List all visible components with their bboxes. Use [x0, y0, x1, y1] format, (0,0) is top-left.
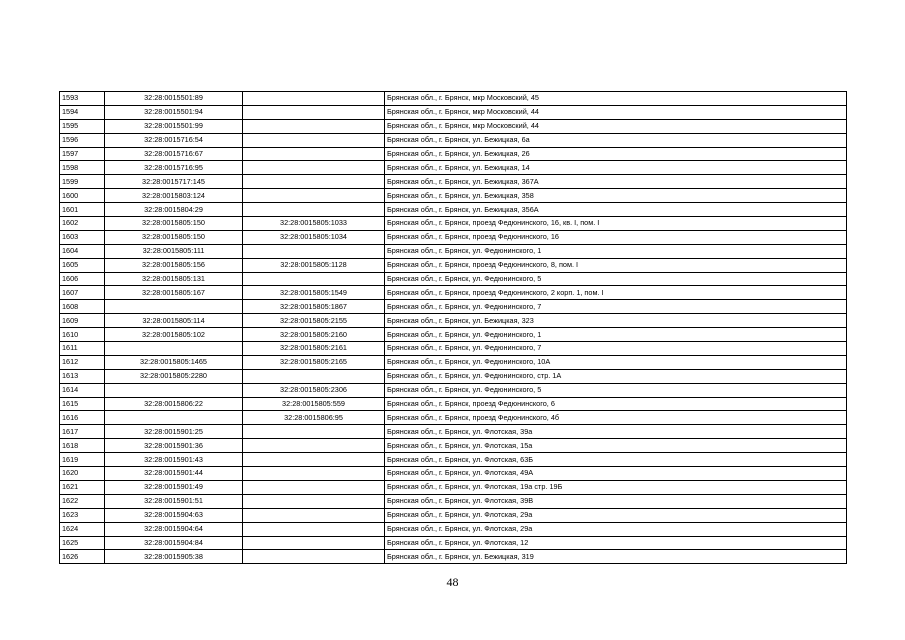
table-row [60, 328, 847, 342]
address-cell: Брянская обл., г. Брянск, проезд Федюнинского, 6 [385, 397, 847, 411]
address-cell: Брянская обл., г. Брянск, ул. Флотская, 19а стр. 19Б [385, 480, 847, 494]
table-row [60, 439, 847, 453]
table-row [60, 397, 847, 411]
row-number-cell: 1623 [60, 508, 105, 522]
table-row [60, 230, 847, 244]
table-row [60, 314, 847, 328]
row-number-cell: 1597 [60, 147, 105, 161]
land-cadastral-number-cell: 32:28:0015805:114 [105, 314, 243, 328]
object-cadastral-number-cell [243, 244, 385, 258]
address-cell: Брянская обл., г. Брянск, ул. Флотская, 49А [385, 467, 847, 481]
land-cadastral-number-cell: 32:28:0015904:64 [105, 522, 243, 536]
row-number-cell: 1620 [60, 467, 105, 481]
table-row [60, 522, 847, 536]
address-cell: Брянская обл., г. Брянск, проезд Федюнинского, 16, кв. I, пом. I [385, 217, 847, 231]
table-row [60, 369, 847, 383]
address-cell: Брянская обл., г. Брянск, мкр Московский, 45 [385, 92, 847, 106]
address-cell: Брянская обл., г. Брянск, ул. Федюнинского, 10А [385, 355, 847, 369]
land-cadastral-number-cell: 32:28:0015901:43 [105, 453, 243, 467]
land-cadastral-number-cell [105, 383, 243, 397]
row-number-cell: 1595 [60, 119, 105, 133]
land-cadastral-number-cell [105, 342, 243, 356]
object-cadastral-number-cell [243, 189, 385, 203]
object-cadastral-number-cell [243, 508, 385, 522]
row-number-cell: 1626 [60, 550, 105, 564]
object-cadastral-number-cell [243, 147, 385, 161]
object-cadastral-number-cell [243, 105, 385, 119]
row-number-cell: 1603 [60, 230, 105, 244]
land-cadastral-number-cell [105, 411, 243, 425]
row-number-cell: 1594 [60, 105, 105, 119]
address-cell: Брянская обл., г. Брянск, ул. Бежицкая, 319 [385, 550, 847, 564]
land-cadastral-number-cell: 32:28:0015805:102 [105, 328, 243, 342]
table-row [60, 217, 847, 231]
address-cell: Брянская обл., г. Брянск, ул. Флотская, 39а [385, 425, 847, 439]
object-cadastral-number-cell: 32:28:0015805:559 [243, 397, 385, 411]
land-cadastral-number-cell: 32:28:0015805:167 [105, 286, 243, 300]
land-cadastral-number-cell: 32:28:0015904:84 [105, 536, 243, 550]
land-cadastral-number-cell: 32:28:0015805:2280 [105, 369, 243, 383]
row-number-cell: 1616 [60, 411, 105, 425]
row-number-cell: 1625 [60, 536, 105, 550]
registry-table-body [60, 92, 847, 564]
land-cadastral-number-cell: 32:28:0015905:38 [105, 550, 243, 564]
land-cadastral-number-cell: 32:28:0015805:1465 [105, 355, 243, 369]
object-cadastral-number-cell: 32:28:0015805:2161 [243, 342, 385, 356]
row-number-cell: 1610 [60, 328, 105, 342]
land-cadastral-number-cell: 32:28:0015805:111 [105, 244, 243, 258]
object-cadastral-number-cell [243, 522, 385, 536]
land-cadastral-number-cell: 32:28:0015805:131 [105, 272, 243, 286]
address-cell: Брянская обл., г. Брянск, мкр Московский, 44 [385, 119, 847, 133]
land-cadastral-number-cell: 32:28:0015804:29 [105, 203, 243, 217]
object-cadastral-number-cell: 32:28:0015805:2165 [243, 355, 385, 369]
table-row [60, 133, 847, 147]
row-number-cell: 1606 [60, 272, 105, 286]
land-cadastral-number-cell: 32:28:0015716:95 [105, 161, 243, 175]
page-number: 48 [446, 575, 459, 589]
address-cell: Брянская обл., г. Брянск, ул. Федюнинского, 7 [385, 300, 847, 314]
row-number-cell: 1622 [60, 494, 105, 508]
land-cadastral-number-cell: 32:28:0015904:63 [105, 508, 243, 522]
object-cadastral-number-cell [243, 467, 385, 481]
table-row [60, 467, 847, 481]
object-cadastral-number-cell [243, 272, 385, 286]
table-row [60, 175, 847, 189]
land-cadastral-number-cell: 32:28:0015803:124 [105, 189, 243, 203]
address-cell: Брянская обл., г. Брянск, ул. Флотская, 12 [385, 536, 847, 550]
row-number-cell: 1612 [60, 355, 105, 369]
table-row [60, 203, 847, 217]
object-cadastral-number-cell [243, 439, 385, 453]
object-cadastral-number-cell: 32:28:0015805:1128 [243, 258, 385, 272]
object-cadastral-number-cell [243, 369, 385, 383]
address-cell: Брянская обл., г. Брянск, проезд Федюнинского, 16 [385, 230, 847, 244]
row-number-cell: 1617 [60, 425, 105, 439]
row-number-cell: 1624 [60, 522, 105, 536]
row-number-cell: 1611 [60, 342, 105, 356]
address-cell: Брянская обл., г. Брянск, ул. Флотская, 39В [385, 494, 847, 508]
object-cadastral-number-cell: 32:28:0015805:2155 [243, 314, 385, 328]
address-cell: Брянская обл., г. Брянск, проезд Федюнинского, 4б [385, 411, 847, 425]
object-cadastral-number-cell: 32:28:0015805:1867 [243, 300, 385, 314]
land-cadastral-number-cell: 32:28:0015901:51 [105, 494, 243, 508]
object-cadastral-number-cell: 32:28:0015806:95 [243, 411, 385, 425]
row-number-cell: 1608 [60, 300, 105, 314]
address-cell: Брянская обл., г. Брянск, ул. Федюнинского, 5 [385, 272, 847, 286]
address-cell: Брянская обл., г. Брянск, ул. Флотская, 15а [385, 439, 847, 453]
table-row [60, 480, 847, 494]
object-cadastral-number-cell [243, 536, 385, 550]
table-row [60, 92, 847, 106]
row-number-cell: 1593 [60, 92, 105, 106]
object-cadastral-number-cell: 32:28:0015805:1549 [243, 286, 385, 300]
address-cell: Брянская обл., г. Брянск, ул. Бежицкая, 358 [385, 189, 847, 203]
object-cadastral-number-cell: 32:28:0015805:1033 [243, 217, 385, 231]
table-row [60, 147, 847, 161]
table-row [60, 119, 847, 133]
address-cell: Брянская обл., г. Брянск, ул. Флотская, 29а [385, 508, 847, 522]
row-number-cell: 1621 [60, 480, 105, 494]
row-number-cell: 1605 [60, 258, 105, 272]
row-number-cell: 1596 [60, 133, 105, 147]
table-row [60, 244, 847, 258]
address-cell: Брянская обл., г. Брянск, ул. Федюнинского, 1 [385, 328, 847, 342]
address-cell: Брянская обл., г. Брянск, проезд Федюнинского, 2 корп. 1, пом. I [385, 286, 847, 300]
property-registry-table [59, 91, 847, 564]
land-cadastral-number-cell: 32:28:0015901:44 [105, 467, 243, 481]
address-cell: Брянская обл., г. Брянск, ул. Бежицкая, 14 [385, 161, 847, 175]
land-cadastral-number-cell: 32:28:0015717:145 [105, 175, 243, 189]
land-cadastral-number-cell: 32:28:0015716:54 [105, 133, 243, 147]
table-row [60, 411, 847, 425]
table-row [60, 383, 847, 397]
table-row [60, 453, 847, 467]
table-row [60, 258, 847, 272]
table-row [60, 425, 847, 439]
table-row [60, 272, 847, 286]
land-cadastral-number-cell: 32:28:0015806:22 [105, 397, 243, 411]
object-cadastral-number-cell [243, 494, 385, 508]
row-number-cell: 1618 [60, 439, 105, 453]
object-cadastral-number-cell: 32:28:0015805:2160 [243, 328, 385, 342]
address-cell: Брянская обл., г. Брянск, мкр Московский, 44 [385, 105, 847, 119]
land-cadastral-number-cell: 32:28:0015501:99 [105, 119, 243, 133]
land-cadastral-number-cell: 32:28:0015805:150 [105, 217, 243, 231]
table-row [60, 161, 847, 175]
table-row [60, 508, 847, 522]
row-number-cell: 1607 [60, 286, 105, 300]
object-cadastral-number-cell: 32:28:0015805:2306 [243, 383, 385, 397]
row-number-cell: 1615 [60, 397, 105, 411]
row-number-cell: 1614 [60, 383, 105, 397]
row-number-cell: 1599 [60, 175, 105, 189]
land-cadastral-number-cell: 32:28:0015901:36 [105, 439, 243, 453]
object-cadastral-number-cell [243, 92, 385, 106]
object-cadastral-number-cell [243, 453, 385, 467]
row-number-cell: 1613 [60, 369, 105, 383]
object-cadastral-number-cell [243, 425, 385, 439]
land-cadastral-number-cell [105, 300, 243, 314]
object-cadastral-number-cell [243, 133, 385, 147]
object-cadastral-number-cell [243, 550, 385, 564]
address-cell: Брянская обл., г. Брянск, ул. Флотская, 29а [385, 522, 847, 536]
row-number-cell: 1598 [60, 161, 105, 175]
table-row [60, 286, 847, 300]
address-cell: Брянская обл., г. Брянск, ул. Бежицкая, 26 [385, 147, 847, 161]
object-cadastral-number-cell [243, 161, 385, 175]
table-row [60, 355, 847, 369]
object-cadastral-number-cell [243, 480, 385, 494]
land-cadastral-number-cell: 32:28:0015901:49 [105, 480, 243, 494]
address-cell: Брянская обл., г. Брянск, ул. Федюнинского, 5 [385, 383, 847, 397]
object-cadastral-number-cell [243, 203, 385, 217]
table-row [60, 300, 847, 314]
address-cell: Брянская обл., г. Брянск, проезд Федюнинского, 8, пом. I [385, 258, 847, 272]
object-cadastral-number-cell: 32:28:0015805:1034 [243, 230, 385, 244]
land-cadastral-number-cell: 32:28:0015716:67 [105, 147, 243, 161]
address-cell: Брянская обл., г. Брянск, ул. Бежицкая, 367А [385, 175, 847, 189]
address-cell: Брянская обл., г. Брянск, ул. Флотская, 63Б [385, 453, 847, 467]
row-number-cell: 1619 [60, 453, 105, 467]
land-cadastral-number-cell: 32:28:0015901:25 [105, 425, 243, 439]
address-cell: Брянская обл., г. Брянск, ул. Бежицкая, 356А [385, 203, 847, 217]
table-row [60, 342, 847, 356]
land-cadastral-number-cell: 32:28:0015501:94 [105, 105, 243, 119]
land-cadastral-number-cell: 32:28:0015805:150 [105, 230, 243, 244]
address-cell: Брянская обл., г. Брянск, ул. Федюнинского, 1 [385, 244, 847, 258]
address-cell: Брянская обл., г. Брянск, ул. Федюнинского, 7 [385, 342, 847, 356]
address-cell: Брянская обл., г. Брянск, ул. Федюнинского, стр. 1А [385, 369, 847, 383]
row-number-cell: 1601 [60, 203, 105, 217]
object-cadastral-number-cell [243, 119, 385, 133]
row-number-cell: 1602 [60, 217, 105, 231]
table-row [60, 189, 847, 203]
address-cell: Брянская обл., г. Брянск, ул. Бежицкая, 6а [385, 133, 847, 147]
object-cadastral-number-cell [243, 175, 385, 189]
table-row [60, 494, 847, 508]
row-number-cell: 1604 [60, 244, 105, 258]
table-row [60, 536, 847, 550]
table-row [60, 105, 847, 119]
row-number-cell: 1600 [60, 189, 105, 203]
row-number-cell: 1609 [60, 314, 105, 328]
address-cell: Брянская обл., г. Брянск, ул. Бежицкая, 323 [385, 314, 847, 328]
table-row [60, 550, 847, 564]
land-cadastral-number-cell: 32:28:0015501:89 [105, 92, 243, 106]
land-cadastral-number-cell: 32:28:0015805:156 [105, 258, 243, 272]
